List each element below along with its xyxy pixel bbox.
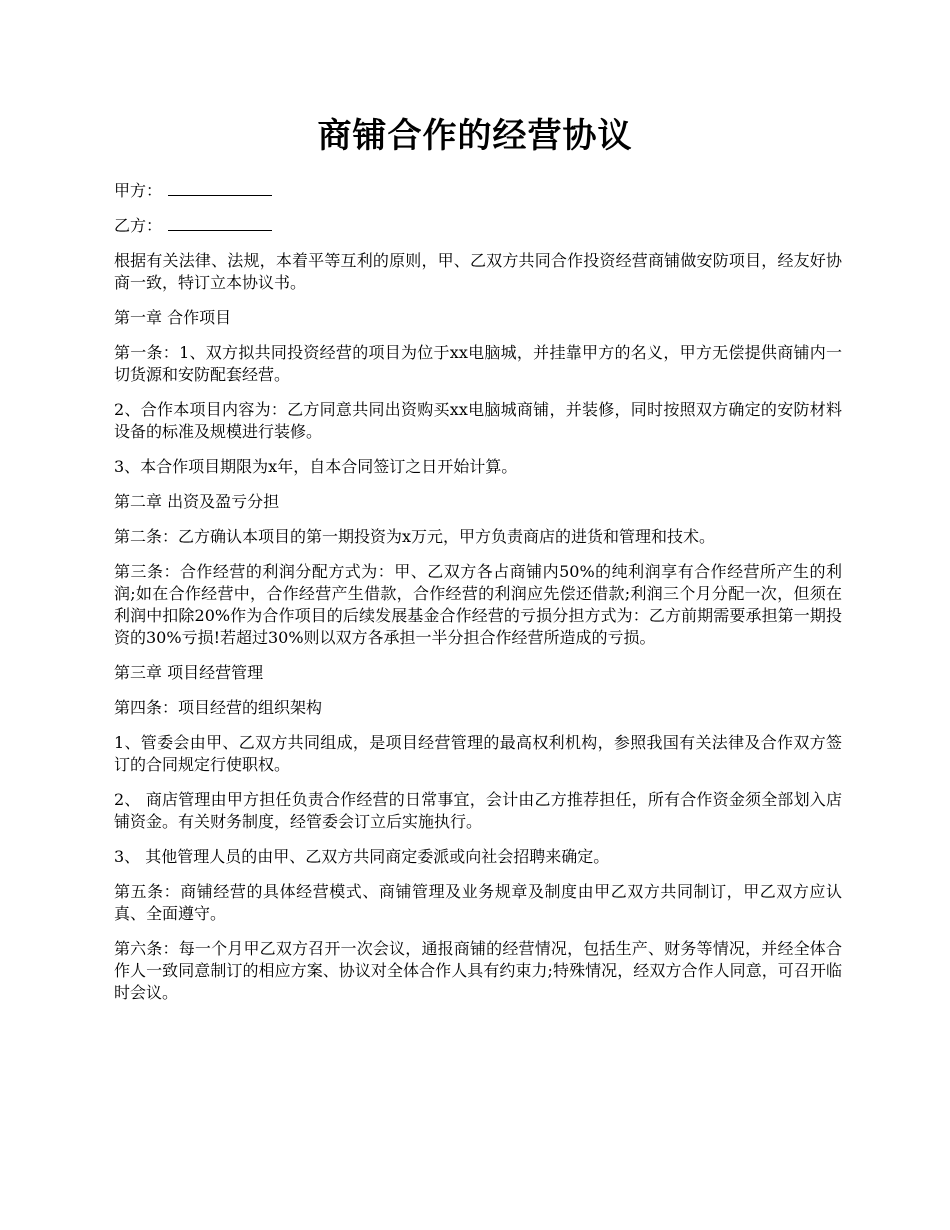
party-a-label: 甲方： [114,181,163,200]
party-b-line [114,215,842,237]
party-b-label: 乙方： [114,216,163,235]
article-1-item-3: 3、本合作项目期限为x年，自本合同签订之日开始计算。 [114,457,518,476]
article-4-item-2: 2、 商店管理由甲方担任负责合作经营的日常事宜，会计由乙方推荐担任，所有合作资金须全部划入店铺资金。有关财务制度，经管委会订立后实施执行。 [114,790,842,831]
article-5-paragraph: 第五条：商铺经营的具体经营模式、商铺管理及业务规章及制度由甲乙双方共同制订，甲乙双方应认真、全面遵守。 [114,882,842,923]
chapter-2-heading: 第二章 出资及盈亏分担 [114,492,280,511]
article-4-item-3: 3、 其他管理人员的由甲、乙双方共同商定委派或向社会招聘来确定。 [114,847,610,866]
article-1-item-2: 2、合作本项目内容为：乙方同意共同出资购买xx电脑城商铺，并装修，同时按照双方确定的安防材料设备的标准及规模进行装修。 [114,400,842,441]
document-title: 商铺合作的经营协议 [317,116,633,156]
party-a-line [114,180,842,202]
chapter-1-heading: 第一章 合作项目 [114,308,232,327]
document-body [114,180,842,1017]
article-3-paragraph: 第三条：合作经营的利润分配方式为：甲、乙双方各占商铺内50%的纯利润享有合作经营所产生的利润;如在合作经营中，合作经营产生借款，合作经营的利润应先偿还借款;利润三个月分配一次，但须在利润中扣除20%作为合作项目的后续发展基金合作经营的亏损分担方式为：乙方前期需要承担第一期投资的30%亏损!若超过30%则以双方各承担一半分担合作经营所造成的亏损。 [114,562,842,647]
article-2-paragraph: 第二条：乙方确认本项目的第一期投资为x万元，甲方负责商店的进货和管理和技术。 [114,527,716,546]
preamble-paragraph: 根据有关法律、法规，本着平等互利的原则，甲、乙双方共同合作投资经营商铺做安防项目，经友好协商一致，特订立本协议书。 [114,251,842,292]
article-4-paragraph: 第四条：项目经营的组织架构 [114,698,323,717]
party-a-blank [168,180,272,196]
article-6-paragraph: 第六条：每一个月甲乙双方召开一次会议，通报商铺的经营情况，包括生产、财务等情况，并经全体合作人一致同意制订的相应方案、协议对全体合作人具有约束力;特殊情况，经双方合作人同意，可召开临时会议。 [114,939,842,1002]
article-1-paragraph: 第一条：1、双方拟共同投资经营的项目为位于xx电脑城，并挂靠甲方的名义，甲方无偿提供商铺内一切货源和安防配套经营。 [114,343,842,384]
party-b-blank [168,215,272,231]
article-4-item-1: 1、管委会由甲、乙双方共同组成，是项目经营管理的最高权利机构，参照我国有关法律及合作双方签订的合同规定行使职权。 [114,733,842,774]
chapter-3-heading: 第三章 项目经营管理 [114,663,264,682]
